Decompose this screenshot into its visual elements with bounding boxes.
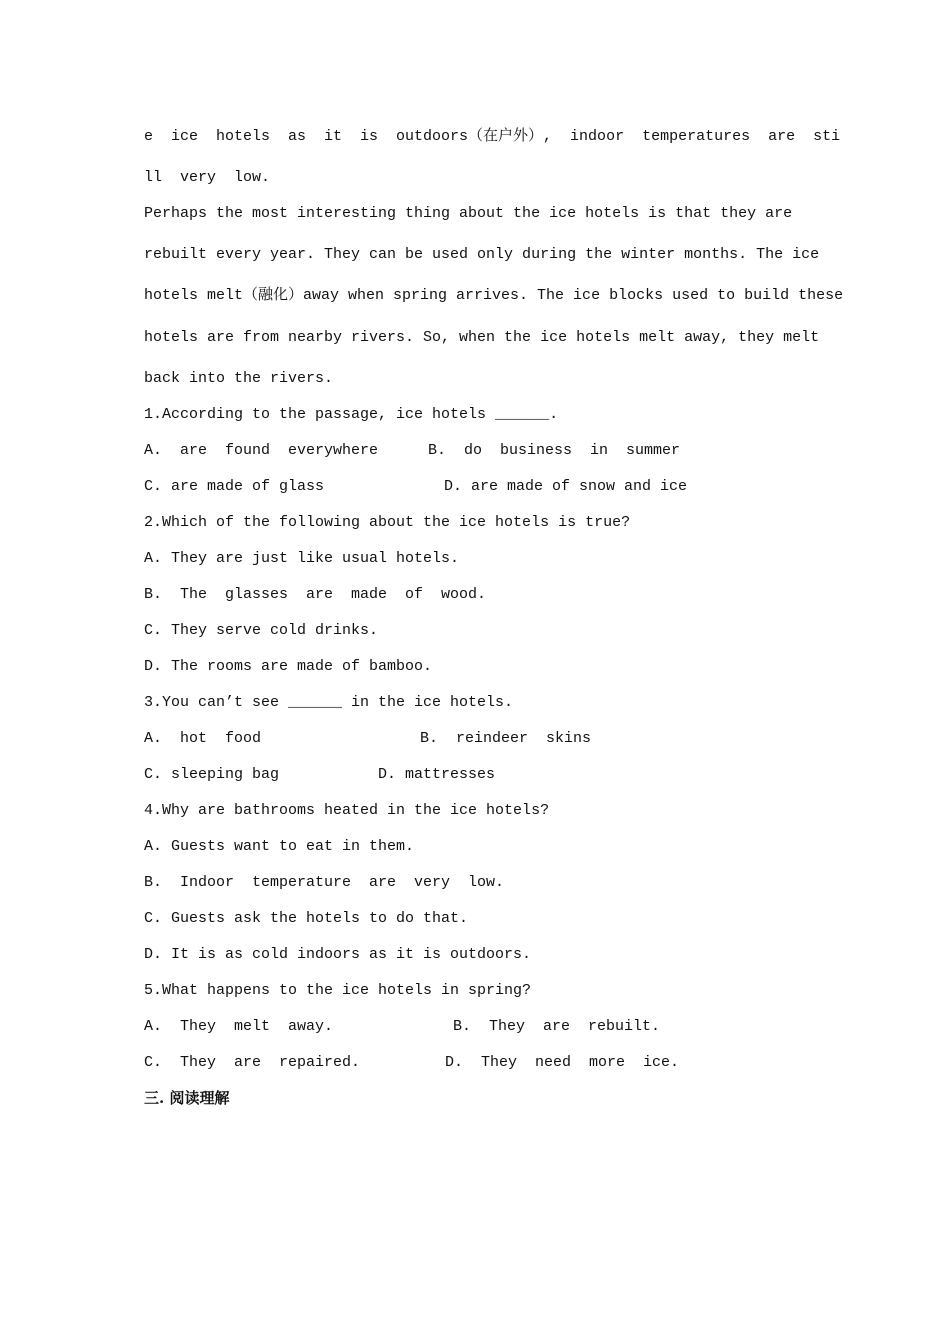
- question-stem: 5.What happens to the ice hotels in spring?: [144, 982, 532, 999]
- passage-line: Perhaps the most interesting thing about the ice hotels is that they are: [144, 205, 793, 222]
- answer-option: A. hot food: [144, 730, 262, 747]
- answer-option: D. The rooms are made of bamboo.: [144, 658, 433, 675]
- passage-line: e ice hotels as it is outdoors（在户外）, indoor temperatures are sti: [144, 128, 841, 145]
- passage-line: hotels are from nearby rivers. So, when the ice hotels melt away, they melt: [144, 329, 820, 346]
- answer-option: C. They serve cold drinks.: [144, 622, 379, 639]
- answer-option: A. They melt away.: [144, 1018, 334, 1035]
- passage-line: hotels melt（融化）away when spring arrives. The ice blocks used to build these: [144, 287, 844, 304]
- answer-option: B. Indoor temperature are very low.: [144, 874, 505, 891]
- answer-option: C. They are repaired.: [144, 1054, 361, 1071]
- answer-option: A. Guests want to eat in them.: [144, 838, 415, 855]
- answer-option: D. They need more ice.: [445, 1054, 680, 1071]
- answer-option: D. are made of snow and ice: [444, 478, 688, 495]
- answer-option: B. reindeer skins: [420, 730, 592, 747]
- section-heading: 三. 阅读理解: [144, 1089, 230, 1107]
- question-stem: 3.You can’t see ______ in the ice hotels.: [144, 694, 514, 711]
- question-stem: 1.According to the passage, ice hotels ______.: [144, 406, 559, 423]
- question-stem: 4.Why are bathrooms heated in the ice hotels?: [144, 802, 550, 819]
- answer-option: D. mattresses: [378, 766, 496, 783]
- answer-option: D. It is as cold indoors as it is outdoors.: [144, 946, 532, 963]
- answer-option: C. are made of glass: [144, 478, 325, 495]
- question-stem: 2.Which of the following about the ice hotels is true?: [144, 514, 631, 531]
- answer-option: B. do business in summer: [428, 442, 681, 459]
- passage-line: rebuilt every year. They can be used only during the winter months. The ice: [144, 246, 820, 263]
- answer-option: C. sleeping bag: [144, 766, 280, 783]
- answer-option: A. are found everywhere: [144, 442, 379, 459]
- passage-line: ll very low.: [144, 169, 271, 186]
- answer-option: B. The glasses are made of wood.: [144, 586, 487, 603]
- passage-line: back into the rivers.: [144, 370, 334, 387]
- answer-option: A. They are just like usual hotels.: [144, 550, 460, 567]
- answer-option: B. They are rebuilt.: [453, 1018, 661, 1035]
- answer-option: C. Guests ask the hotels to do that.: [144, 910, 469, 927]
